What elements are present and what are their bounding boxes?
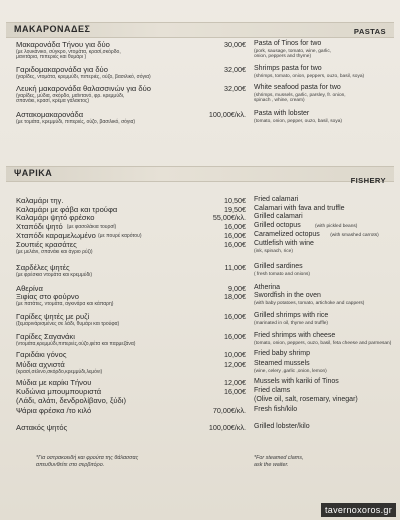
dish-name-gr: (Λάδι, αλάτι, δενδρολίβανο, ξύδι) xyxy=(16,396,127,405)
dish-name-gr: Χταπόδι καραμελωμένο xyxy=(16,231,96,240)
dish-description-en: (with baby potatoes, tomato, artichoke and cappers) xyxy=(254,301,365,306)
dish-name-en: Fried calamari xyxy=(254,196,299,203)
dish-name-en: Fried shrimps with cheese xyxy=(254,332,336,339)
dish-price: 12,00€ xyxy=(224,360,246,369)
dish-description-gr: (κρασί,σέλινο,σκόρδο,κρεμμύδι,λεμόνι) xyxy=(16,369,103,375)
dish-description-en: (tomato, onion, peppers, ouzo, basil, feta cheese and parmesan) xyxy=(254,341,392,346)
dish-name-gr: Σουπιές κρασάτες xyxy=(16,240,77,249)
dish-description-en: (shrimps, tomato, onion, peppers, ouzo, basil, soya) xyxy=(254,74,365,79)
dish-price: 9,00€ xyxy=(228,284,246,293)
dish-description-gr: (με τομάτα, κρεμμύδι, πιπεριές, ούζο, βασιλικό, σόγια) xyxy=(16,119,136,125)
dish-name-gr: Καλαμάρι ψητό φρέσκο xyxy=(16,213,95,222)
dish-name-en: Fresh fish/kilo xyxy=(254,406,298,413)
fish-title-gr: ΨΑΡΙΚΑ xyxy=(14,168,53,178)
dish-price: 16,00€ xyxy=(224,222,246,231)
dish-name-gr: Καλαμάρι με φάβα και τρούφα xyxy=(16,205,118,214)
dish-note-gr: (με φασολάκια τουρσί) xyxy=(66,224,117,230)
dish-price: 18,00€ xyxy=(224,292,246,301)
dish-price: 10,50€ xyxy=(224,196,246,205)
dish-name-gr: Μακαρονάδα Τήνου για δύο xyxy=(16,40,110,49)
dish-name-gr: Ξιφίας στο φούρνο xyxy=(16,292,79,301)
dish-description-gr: μανιτάρια, πιπεριές και θυμάρι ) xyxy=(16,54,87,60)
dish-description-gr: (με πατάτες, ντομάτα, αγκινάρα και κάπαρη) xyxy=(16,301,114,307)
dish-name-en: White seafood pasta for two xyxy=(254,84,341,91)
dish-name-gr: Γαρίδες ψητές με ρυζί xyxy=(16,312,90,321)
dish-name-gr: Αθερίνα xyxy=(16,284,43,293)
dish-name-en: Steamed mussels xyxy=(254,360,310,367)
footnote-gr-line-2: απευθυνθείτε στο σερβιτόρο. xyxy=(36,462,105,468)
dish-name-gr: Καλαμάρι τηγ. xyxy=(16,196,64,205)
dish-name-en: Fried baby shrimp xyxy=(254,350,311,357)
dish-description-en: (pork, sausage, tomato, wine, garlic, xyxy=(254,49,332,54)
watermark: tavernoxoros.gr xyxy=(321,503,396,517)
dish-name-gr: Ψάρια φρέσκα /το κιλό xyxy=(16,406,92,415)
dish-description-gr: (με μελάνι, σπανάκι και άγριο ρύζι) xyxy=(16,249,93,255)
dish-note-en: (with smashed carrots) xyxy=(330,233,379,238)
fish-section-header xyxy=(6,166,394,182)
dish-name-gr: Μύδια αχνιστά xyxy=(16,360,65,369)
dish-name-gr: Γαριδομακαρονάδα για δύο xyxy=(16,65,108,74)
dish-price: 30,00€ xyxy=(224,40,246,49)
dish-name-en: (Olive oil, salt, rosemary, vinegar) xyxy=(254,396,358,403)
pasta-title-en: PASTAS xyxy=(353,27,386,36)
dish-price: 55,00€/κλ. xyxy=(212,213,246,222)
dish-description-en: (wine, celery ,garlic ,onion, lemon) xyxy=(254,369,327,374)
dish-description-gr: (ξεμαρινάρισμένες σε λάδι, θυμάρι και τρούφα) xyxy=(16,321,120,327)
dish-name-en: Pasta of Tinos for two xyxy=(254,40,322,47)
dish-price: 16,00€ xyxy=(224,332,246,341)
dish-price: 16,00€ xyxy=(224,231,246,240)
dish-description-gr: (γαρίδες, ντομάτα, κρεμμύδι, πιπεριές, ούζο, βασιλικό, σόγια) xyxy=(16,74,151,80)
dish-name-en: Pasta with lobster xyxy=(254,110,310,117)
dish-description-en: spinach , whine, cream) xyxy=(254,98,305,103)
dish-name-gr: Γαρίδες Σαγανάκι xyxy=(16,332,75,341)
dish-price: 70,00€/κλ. xyxy=(212,406,246,415)
dish-price: 16,00€ xyxy=(224,312,246,321)
dish-price: 100,00€/κλ. xyxy=(208,110,246,119)
dish-price: 100,00€/κλ. xyxy=(208,423,246,432)
footnote-en-line-1: *For steamed clams, xyxy=(254,455,304,461)
dish-name-gr: Λευκή μακαρονάδα θαλασσινών για δύο xyxy=(16,84,152,93)
dish-name-en: Grilled calamari xyxy=(254,213,303,220)
dish-name-en: Grilled lobster/kilo xyxy=(254,423,310,430)
dish-description-en: (ink, spinach, rice) xyxy=(254,249,293,254)
dish-note-en: (with pickled beans) xyxy=(315,224,358,229)
dish-price: 32,00€ xyxy=(224,84,246,93)
dish-note-gr: (με πουρέ καρότου) xyxy=(98,233,142,239)
dish-name-gr: Χταπόδι ψητό xyxy=(16,222,63,231)
dish-description-gr: σπανάκι, κρασί, κρέμα γάλακτος) xyxy=(16,98,90,104)
dish-price: 12,00€ xyxy=(224,378,246,387)
dish-price: 10,00€ xyxy=(224,350,246,359)
footnote-gr-line-1: *Για οστρακοειδή και φρούτα της θάλασσας xyxy=(36,455,139,461)
dish-price: 32,00€ xyxy=(224,65,246,74)
dish-name-en: Cuttlefish with wine xyxy=(254,240,314,247)
dish-name-en: Grilled octopus xyxy=(254,222,301,229)
dish-description-gr: (με λουκάνικο, σύγκρο, ντομάτα, κρασί,σκόρδο, xyxy=(16,49,121,55)
dish-name-gr: Γαριδάκι γόνος xyxy=(16,350,67,359)
dish-price: 16,00€ xyxy=(224,387,246,396)
dish-name-en: Fried clams xyxy=(254,387,291,394)
dish-name-en: Swordfish in the oven xyxy=(254,292,321,299)
dish-name-gr: Μύδια με καρίκι Τήνου xyxy=(16,378,92,387)
dish-description-en: (shrimps, mussels, garlic, parsley, fr. onion, xyxy=(254,93,346,98)
dish-price: 11,00€ xyxy=(224,263,246,272)
dish-name-en: Caramelized octopus xyxy=(254,231,320,238)
dish-price: 16,00€ xyxy=(224,240,246,249)
dish-name-en: Atherina xyxy=(254,284,281,291)
dish-description-gr: (γαρίδες, μύδια, σκόρδο, μαϊντανό, φρ. κρεμμύδι, xyxy=(16,93,125,99)
dish-description-en: onion, peppers and thyme) xyxy=(254,54,312,59)
dish-name-gr: Αστακομακαρονάδα xyxy=(16,110,84,119)
pasta-section-header xyxy=(6,22,394,38)
dish-name-gr: Αστακός ψητός xyxy=(16,423,68,432)
pasta-title-gr: ΜΑΚΑΡΟΝΑΔΕΣ xyxy=(14,24,91,34)
dish-description-gr: (ντομάτα,κρεμμύδι,πιπεριές,ούζο,φέτα και παρμεζάνα) xyxy=(16,341,136,347)
fish-title-en: FISHERY xyxy=(350,176,386,185)
dish-name-gr: Κυδώνια μπουμπουριστά xyxy=(16,387,102,396)
dish-name-en: Grilled shrimps with rice xyxy=(254,312,329,319)
dish-description-en: (tomato, onion, pepper, ouzo, basil, soya) xyxy=(254,119,342,124)
dish-name-en: Calamari with fava and truffle xyxy=(254,205,345,212)
dish-description-gr: (με φρέσκια ντομάτα και κρεμμύδι) xyxy=(16,272,93,278)
dish-name-gr: Σαρδέλες ψητές xyxy=(16,263,70,272)
dish-price: 19,50€ xyxy=(224,205,246,214)
dish-description-en: (marinated in oil, thyme and truffle) xyxy=(254,321,329,326)
dish-description-en: ( fresh tomato and onions) xyxy=(254,272,310,277)
footnote-en-line-2: ask the waiter. xyxy=(254,462,289,468)
dish-name-en: Shrimps pasta for two xyxy=(254,65,322,72)
dish-name-en: Grilled sardines xyxy=(254,263,303,270)
dish-name-en: Mussels with kariki of Tinos xyxy=(254,378,339,385)
